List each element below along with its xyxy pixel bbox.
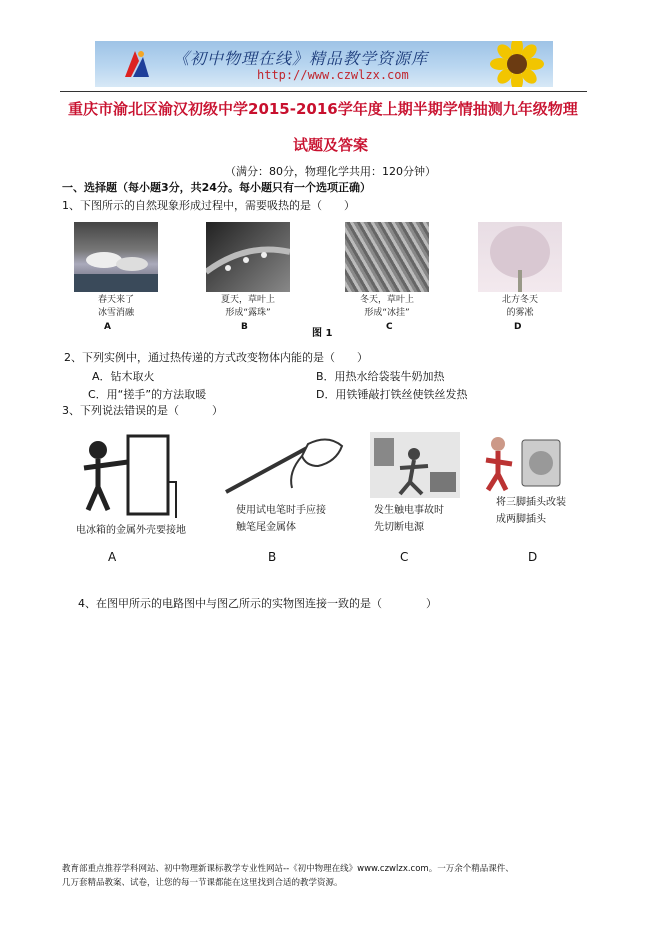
caption-line: 使用试电笔时手应接 <box>236 505 326 516</box>
caption-line: 电冰箱的金属外壳要接地 <box>76 525 186 536</box>
q1-letter-a: A <box>104 322 111 332</box>
caption-line: 形成“冰挂” <box>364 308 410 318</box>
three-prong-plug-image <box>476 430 566 496</box>
q1-option-b-caption <box>188 294 308 320</box>
caption-line: 冬天，草叶上 <box>359 295 414 305</box>
caption-line: 发生触电事故时 <box>374 505 444 516</box>
dew-drops-photo <box>206 222 290 292</box>
q1-option-c-caption <box>327 294 447 320</box>
footer-line1: 教育部重点推荐学科网站、初中物理新课标教学专业性网站--《初中物理在线》www.czwlzx.com。一万余个精品课件、 <box>62 864 514 874</box>
q3-letter-c: C <box>400 550 409 564</box>
caption-line: 的雾凇 <box>506 308 534 318</box>
q1-option-a-caption <box>56 294 176 320</box>
q2-option-d: D．用铁锤敲打铁丝使铁丝发热 <box>316 388 468 401</box>
banner-slogan: 《初中物理在线》精品教学资源库 <box>173 49 429 68</box>
q3-letter-d: D <box>528 550 538 564</box>
exam-info: （满分：80分，物理化学共用：120分钟） <box>225 165 436 178</box>
q3-option-a-caption <box>76 522 186 539</box>
q2-option-c: C．用“搓手”的方法取暖 <box>88 388 207 401</box>
caption-line: 北方冬天 <box>501 295 538 305</box>
exam-title-line2: 试题及答案 <box>292 136 368 154</box>
question-3-stem: 3、下列说法错误的是（ ） <box>62 404 223 417</box>
caption-line: 夏天，草叶上 <box>220 295 275 305</box>
q1-letter-c: C <box>386 322 393 332</box>
caption-line: 冰雪消融 <box>97 308 134 318</box>
q1-letter-b: B <box>241 322 248 332</box>
q1-option-d-caption <box>460 294 580 320</box>
question-2-stem: 2、下列实例中，通过热传递的方式改变物体内能的是（ ） <box>64 351 368 364</box>
header-rule <box>60 91 587 92</box>
q2-option-b: B．用热水给袋装牛奶加热 <box>316 370 445 383</box>
icicle-grass-photo <box>345 222 429 292</box>
q3-letter-b: B <box>268 550 277 564</box>
q2-option-a: A．钻木取火 <box>92 370 155 383</box>
section-heading: 一、选择题（每小题3分，共24分。每小题只有一个选项正确） <box>62 181 371 194</box>
fridge-grounding-image <box>70 432 180 524</box>
q3-letter-a: A <box>108 550 117 564</box>
test-pen-image <box>218 432 348 498</box>
figure-1-label: 图 1 <box>312 328 333 339</box>
electric-shock-rescue-image <box>370 432 460 498</box>
banner-url: http://www.czwlzx.com <box>257 68 409 82</box>
page-footer <box>62 862 622 890</box>
caption-line: 触笔尾金属体 <box>236 522 296 533</box>
caption-line: 先切断电源 <box>374 522 424 533</box>
q3-option-d-caption <box>496 494 566 528</box>
sunflower-icon <box>487 41 547 87</box>
caption-line: 形成“露珠” <box>225 308 271 318</box>
q3-option-c-caption <box>374 502 444 536</box>
caption-line: 成两脚插头 <box>496 514 546 525</box>
q3-option-b-caption <box>236 502 326 536</box>
melting-snow-photo <box>74 222 158 292</box>
q1-letter-d: D <box>514 322 522 332</box>
caption-line: 春天来了 <box>97 295 134 305</box>
site-logo-icon <box>121 47 151 81</box>
caption-line: 将三脚插头改装 <box>496 497 566 508</box>
rime-tree-photo <box>478 222 562 292</box>
exam-title-line1: 重庆市渝北区渝汉初级中学2015-2016学年度上期半期学情抽测九年级物理 <box>68 100 578 118</box>
footer-line2: 几万套精品教案、试卷，让您的每一节课都能在这里找到合适的教学资源。 <box>62 878 343 888</box>
question-4-stem: 4、在图甲所示的电路图中与图乙所示的实物图连接一致的是（ ） <box>78 597 437 610</box>
header-banner <box>95 41 553 87</box>
question-1-stem: 1、下图所示的自然现象形成过程中，需要吸热的是（ ） <box>62 199 355 212</box>
